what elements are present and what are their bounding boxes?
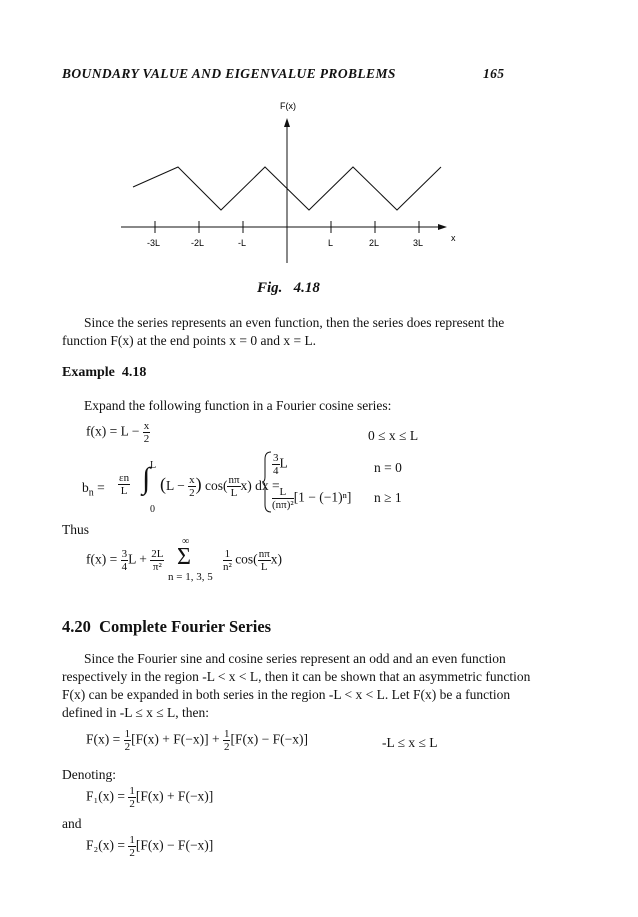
page-number: 165 (483, 66, 505, 81)
sum-upper-limit: ∞ (182, 536, 190, 547)
series-result: f(x) = $\frac{3}{4}$ L + $\frac{2L}{\text{π²}}$ (86, 548, 164, 573)
case-condition-n-zero: n = 0 (374, 460, 402, 475)
y-axis-label: F(x) (280, 101, 296, 111)
sum-lower-limit: n = 1, 3, 5 (168, 571, 213, 583)
bn-label: $b_n$ = (82, 480, 105, 499)
paragraph-line: Since the series represents an even function, then the series does represent the (84, 315, 505, 330)
example-intro: Expand the following function in a Fourier cosine series: (84, 398, 392, 413)
section-heading: 4.20 Complete Fourier Series (62, 617, 272, 636)
case-n-zero: $\frac{3}{4}$ L (273, 452, 288, 477)
x-axis-arrow (438, 224, 447, 230)
paragraph-line: F(x) can be expanded in both series in the region -L < x < L. Let F(x) be a function (62, 687, 511, 702)
function-domain: 0 ≤ x ≤ L (368, 428, 419, 443)
case-condition-n-ge-1: n ≥ 1 (374, 490, 402, 505)
f-lhs: f(x) = L − (86, 423, 140, 439)
cases-brace-icon (262, 451, 272, 513)
thus-label: Thus (62, 522, 89, 537)
function-definition (86, 420, 150, 445)
tick-label-2L: 2L (369, 238, 380, 248)
integrand: (L − $\frac{x}{2}$ ) cos( $\frac{n\pi}{L}$ x) dx = (160, 474, 280, 500)
paragraph-line: function F(x) at the end points x = 0 and x = L. (62, 333, 317, 348)
fraction-en-over-L: $\frac{\varepsilon n}{L}$ (119, 472, 130, 497)
and-label: and (62, 816, 82, 831)
figure-even-function-graph (0, 95, 638, 265)
example-heading: Example 4.18 (62, 365, 147, 380)
integral-lower-limit: 0 (150, 504, 155, 515)
tick-label-L: L (328, 238, 334, 248)
running-header-title: BOUNDARY VALUE AND EIGENVALUE PROBLEMS (62, 66, 396, 81)
tick-label-neg-L: -L (238, 238, 247, 248)
series-term: $\frac{1}{\text{n²}}$ cos( $\frac{n\pi}{L}$ x) (223, 548, 282, 573)
fraction-x-over-2: $\frac{x}{2}$ (143, 420, 150, 445)
tick-label-neg-3L: -3L (147, 238, 161, 248)
x-axis-label: x (451, 233, 456, 243)
integral-upper-limit: L (150, 460, 157, 471)
sum-sigma: Σ (177, 544, 191, 570)
decomposition-domain: -L ≤ x ≤ L (382, 735, 438, 750)
tick-label-3L: 3L (413, 238, 424, 248)
decomposition-equation: F(x) = $\frac{1}{2}$ [F(x) + F(−x)] + $\frac{1}{2}$ [F(x) − F(−x)] (86, 728, 308, 753)
tick-label-neg-2L: -2L (191, 238, 205, 248)
y-axis-arrow (284, 118, 290, 127)
denoting-label: Denoting: (62, 767, 116, 782)
paragraph-line: Since the Fourier sine and cosine series represent an odd and an even function (84, 651, 506, 666)
paragraph-line: defined in -L ≤ x ≤ L, then: (62, 705, 210, 720)
f2-definition: F₂(x) = $\frac{1}{2}$ [F(x) − F(−x)] (86, 834, 214, 859)
f1-definition: F₁(x) = $\frac{1}{2}$ [F(x) + F(−x)] (86, 785, 214, 810)
integral-sign: ∫ (142, 462, 151, 495)
case-n-ge-1: $\frac{L}{\text{(nπ)²}}$ [1 − (−1)ⁿ] (272, 486, 352, 511)
paragraph-line: respectively in the region -L < x < L, then it can be shown that an asymmetric function (62, 669, 531, 684)
figure-caption: Fig. 4.18 (257, 280, 320, 296)
